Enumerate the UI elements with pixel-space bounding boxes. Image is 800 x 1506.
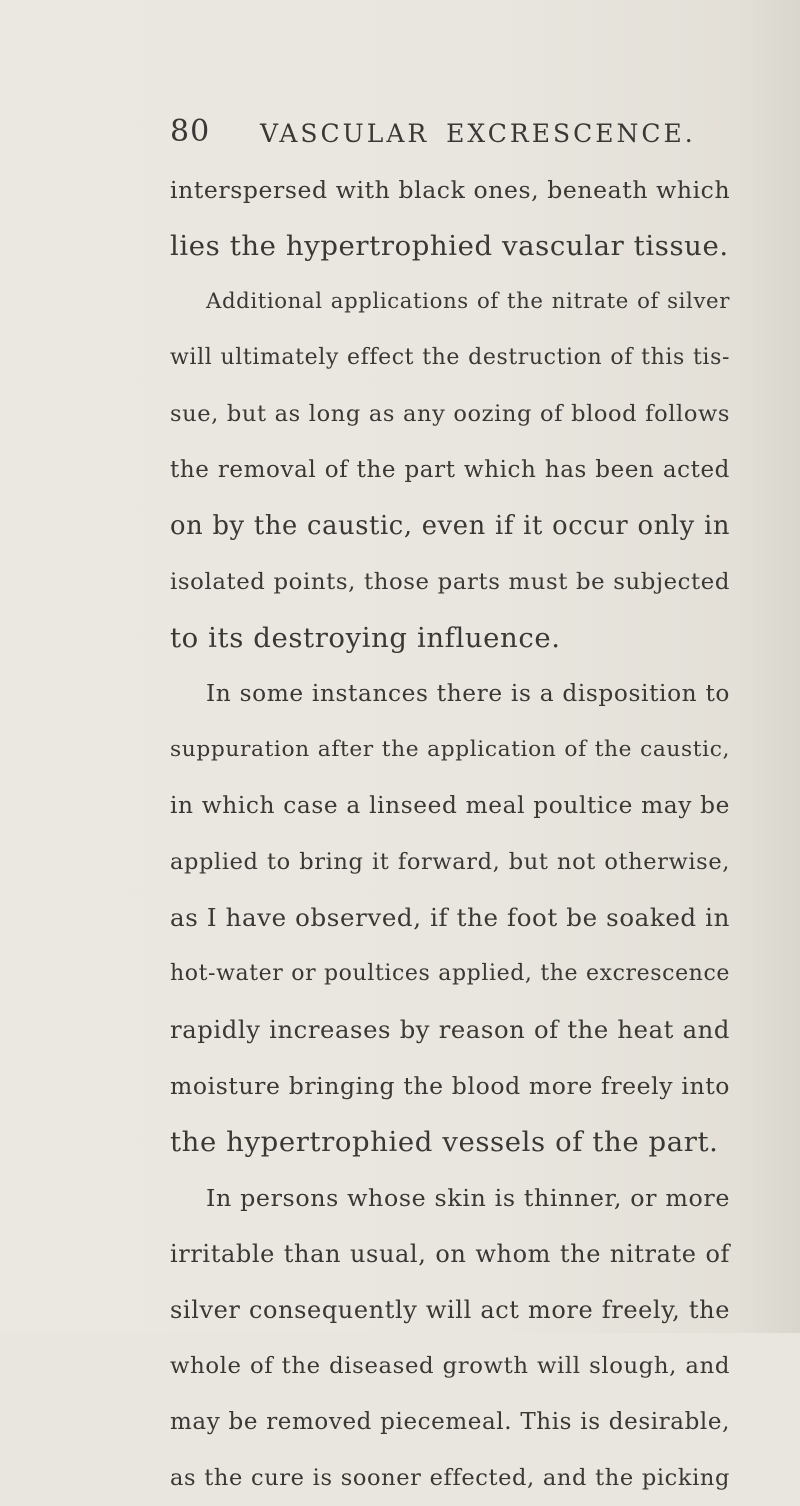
text-line: In some instances there is a disposition to xyxy=(206,680,730,707)
text-line: as I have observed, if the foot be soaked in xyxy=(170,903,730,932)
text-line: in which case a linseed meal poultice may be xyxy=(170,792,730,819)
text-line: lies the hypertrophied vascular tissue. xyxy=(170,230,729,262)
text-line: as the cure is sooner effected, and the picking xyxy=(170,1465,730,1491)
text-line: may be removed piecemeal. This is desirable, xyxy=(170,1409,730,1435)
running-head xyxy=(170,112,730,152)
text-line: irritable than usual, on whom the nitrate of xyxy=(170,1240,730,1268)
text-line: isolated points, those parts must be subjected xyxy=(170,569,730,595)
body-text xyxy=(170,162,730,1506)
text-line: silver consequently will act more freely, the xyxy=(170,1296,730,1324)
text-line: applied to bring it forward, but not otherwise, xyxy=(170,849,730,875)
text-line: whole of the diseased growth will slough, and xyxy=(170,1353,730,1379)
text-line: rapidly increases by reason of the heat and xyxy=(170,1015,730,1044)
text-line: In persons whose skin is thinner, or more xyxy=(206,1184,730,1212)
text-line: on by the caustic, even if it occur only in xyxy=(170,511,730,541)
text-line: sue, but as long as any oozing of blood follows xyxy=(170,401,730,427)
text-line: will ultimately effect the destruction of this tis- xyxy=(170,345,730,370)
text-line: interspersed with black ones, beneath which xyxy=(170,176,731,204)
text-line: Additional applications of the nitrate of silver xyxy=(206,289,730,314)
text-line: hot-water or poultices applied, the excrescence xyxy=(170,961,730,986)
text-line: to its destroying influence. xyxy=(170,622,561,654)
text-line: moisture bringing the blood more freely into xyxy=(170,1072,730,1100)
page-number: 80 xyxy=(170,114,211,149)
text-line: the removal of the part which has been acted xyxy=(170,457,730,483)
text-line: the hypertrophied vessels of the part. xyxy=(170,1126,719,1158)
running-title: VASCULAR EXCRESCENCE. xyxy=(260,119,696,148)
text-line: suppuration after the application of the caustic, xyxy=(170,737,730,762)
